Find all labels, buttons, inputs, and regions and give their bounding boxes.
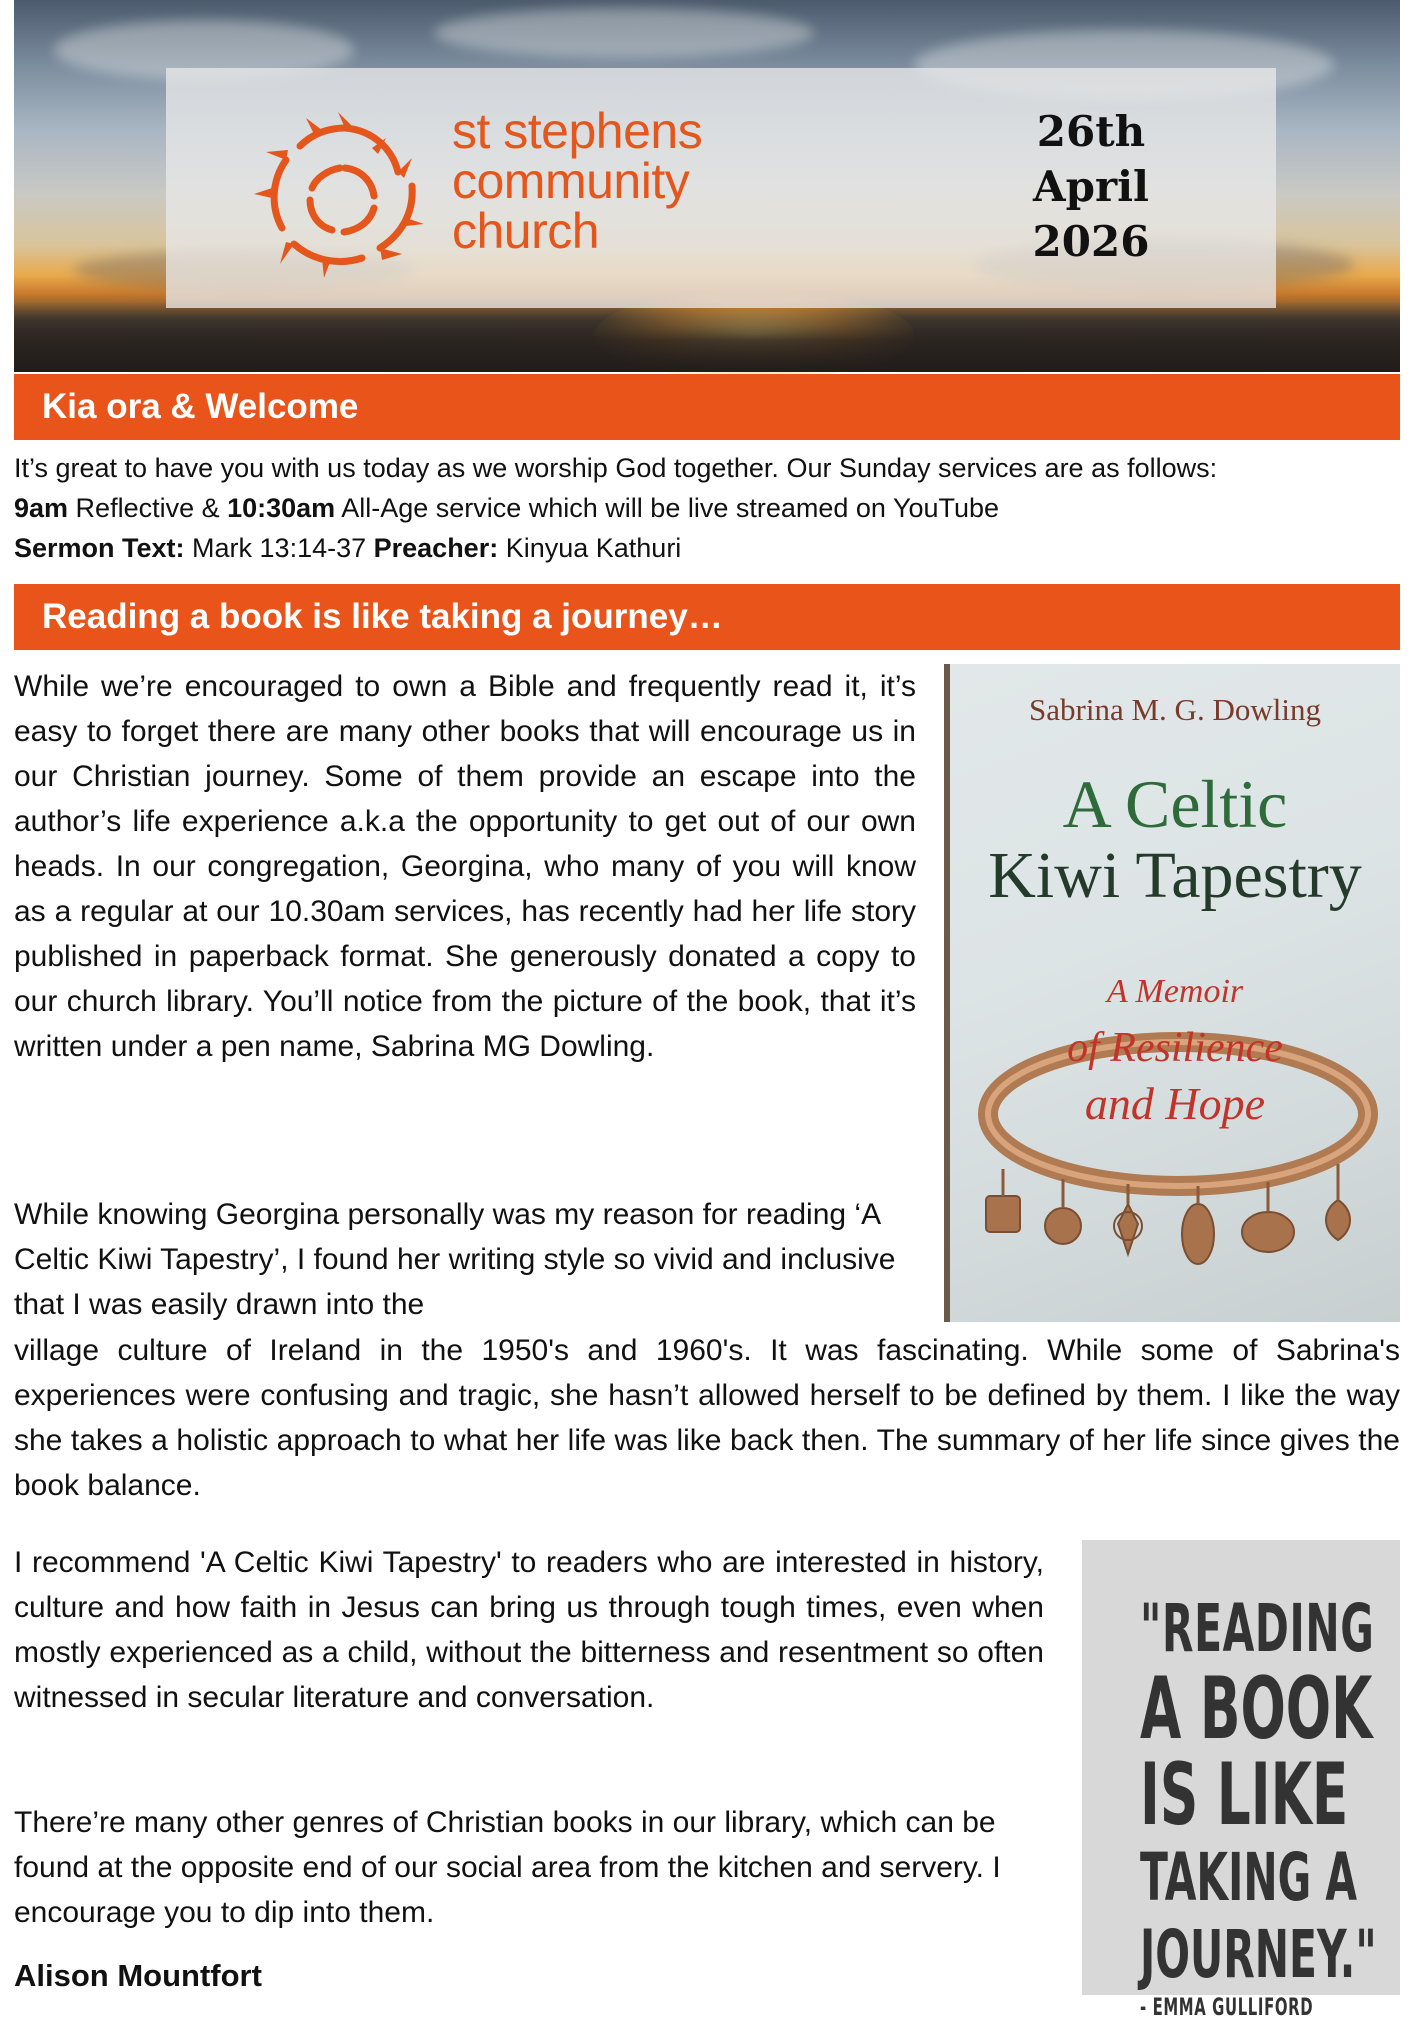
quote-line: JOURNEY." <box>1140 1916 1377 1993</box>
article-author: Alison Mountfort <box>14 1958 262 1993</box>
date-year: 2026 <box>1032 217 1150 266</box>
welcome-intro: It’s great to have you with us today as we worship God together. Our Sunday services are as follows: <box>14 453 1218 483</box>
article-paragraph: While knowing Georgina personally was my reason for reading ‘A Celtic Kiwi Tapestry’, I found her writing style so vivid and inclusive that I was easily drawn into the <box>14 1198 896 1321</box>
church-name-line: st stephens <box>452 103 703 159</box>
book-title-line: Kiwi Tapestry <box>988 839 1362 912</box>
book-cover-subtitle <box>950 964 1400 1132</box>
book-subtitle-line: A Memoir <box>1106 973 1244 1010</box>
quote-line: TAKING A <box>1140 1839 1358 1916</box>
quote-line: "READING <box>1140 1590 1375 1667</box>
welcome-text <box>14 448 1404 568</box>
sermon-label: Sermon Text: <box>14 533 185 563</box>
book-cover-title <box>950 768 1400 912</box>
cloud-decoration <box>434 8 814 58</box>
service2-time: 10:30am <box>227 493 336 523</box>
article-heading: Reading a book is like taking a journey… <box>14 584 1400 650</box>
date-day: 26th <box>1036 107 1146 156</box>
quote-box <box>1082 1540 1400 2021</box>
quote-line: A BOOK <box>1140 1659 1373 1759</box>
welcome-heading: Kia ora & Welcome <box>14 374 1400 440</box>
preacher-name: Kinyua Kathuri <box>498 533 682 563</box>
article-paragraph: There’re many other genres of Christian books in our library, which can be found at the opposite end of our social area from the kitchen and servery. I encourage you to dip into them. <box>14 1806 1001 1929</box>
church-name-line: community <box>452 153 690 209</box>
article-paragraph: village culture of Ireland in the 1950's and 1960's. It was fascinating. While some of Sabrina's experiences were confusing and tragic, she hasn’t allowed herself to be defined by them. I like the way she takes a holistic approach to what her life was like back then. The summary of her life since gives the book balance. <box>14 1334 1400 1502</box>
book-cover-author: Sabrina M. G. Dowling <box>1029 692 1321 727</box>
quote-line: IS LIKE <box>1140 1745 1349 1845</box>
quote-attribution: - EMMA GULLIFORD <box>1140 1993 1314 2021</box>
church-name-line: church <box>452 203 600 259</box>
book-cover-image <box>944 664 1400 1322</box>
header-box <box>166 68 1276 308</box>
service-times <box>14 488 1404 528</box>
sermon-info <box>14 528 1404 568</box>
quote-text <box>1140 1590 1377 2022</box>
sermon-text: Mark 13:14-37 <box>184 533 374 563</box>
article-paragraph: I recommend 'A Celtic Kiwi Tapestry' to readers who are interested in history, culture and how faith in Jesus can bring us through tough times, even when mostly experienced as a child, without the bitterness and resentment so often witnessed in secular literature and conversation. <box>14 1546 1044 1714</box>
book-subtitle-line: of Resilience <box>1067 1025 1283 1071</box>
church-logo-icon <box>252 108 438 278</box>
preacher-label: Preacher: <box>373 533 499 563</box>
newsletter-date <box>966 104 1216 269</box>
book-title-line: A Celtic <box>1062 766 1288 842</box>
church-name <box>452 103 703 259</box>
service1-time: 9am <box>14 493 69 523</box>
service2-text: All-Age service which will be live streamed on YouTube <box>335 493 1000 523</box>
horizon-hills <box>14 302 1400 372</box>
header-banner <box>14 0 1400 372</box>
service1-text: Reflective & <box>68 493 228 523</box>
date-month: April <box>1033 162 1149 211</box>
book-subtitle-line: and Hope <box>1084 1078 1266 1129</box>
article-paragraph: While we’re encouraged to own a Bible and frequently read it, it’s easy to forget there are many other books that will encourage us in our Christian journey. Some of them provide an escape into the author’s life experience a.k.a the opportunity to get out of our own heads. In our congregation, Georgina, who many of you will know as a regular at our 10.30am services, has recently had her life story published in paperback format. She generously donated a copy to our church library. You’ll notice from the picture of the book, that it’s written under a pen name, Sabrina MG Dowling. <box>14 670 916 1063</box>
